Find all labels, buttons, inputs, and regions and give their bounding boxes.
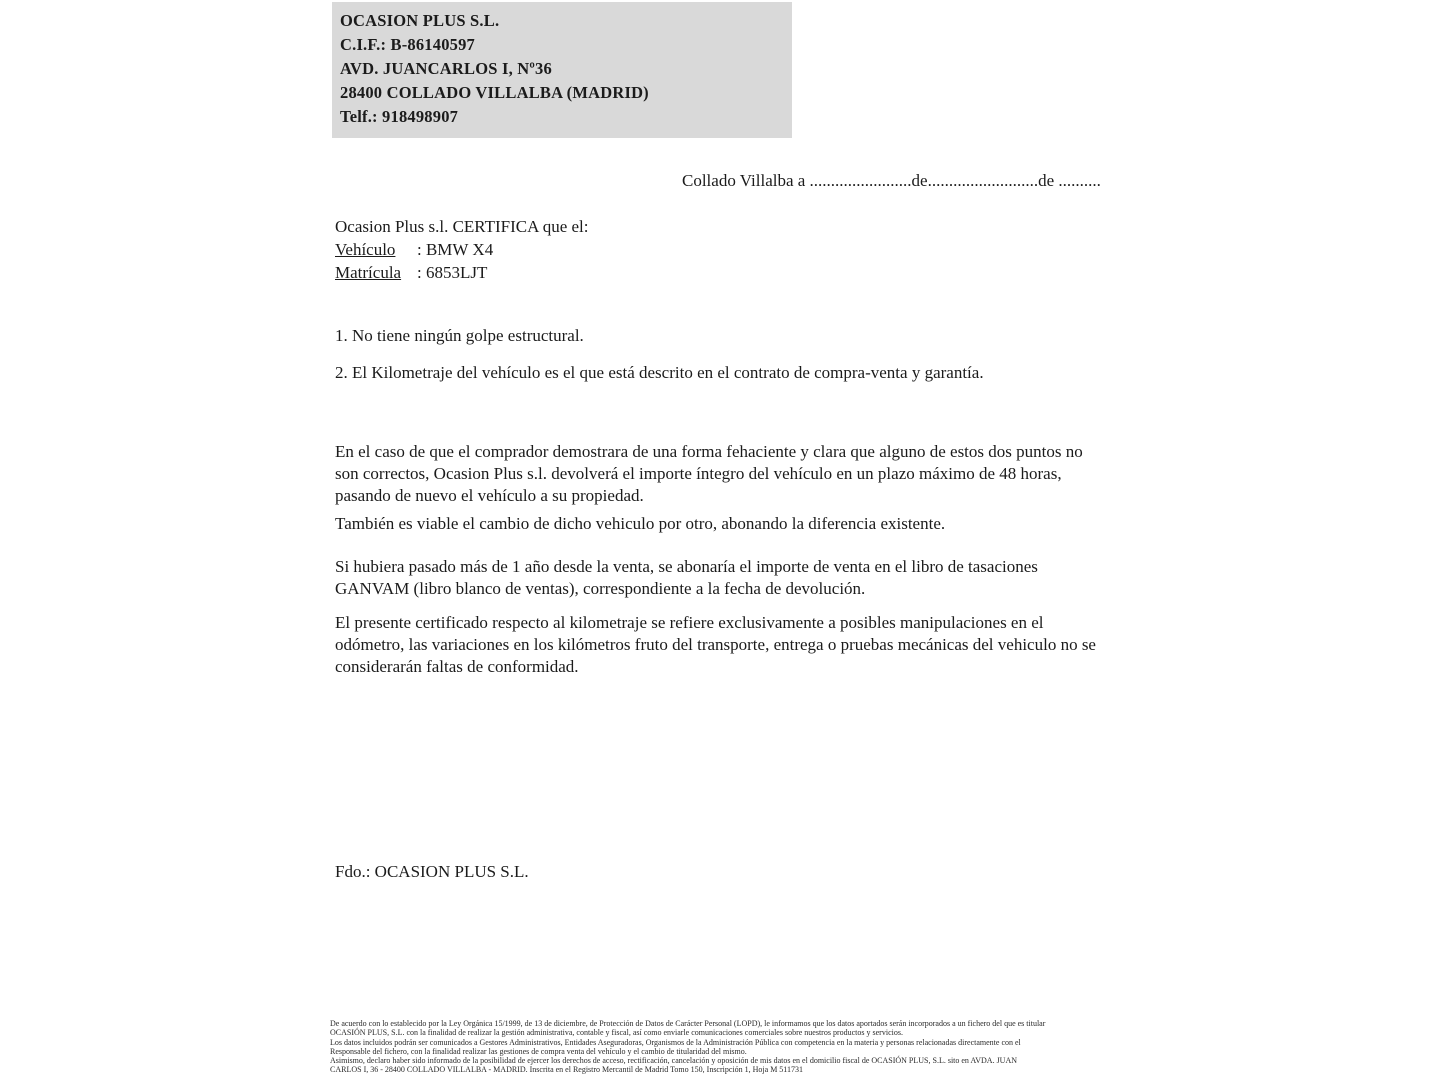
point-2: 2. El Kilometraje del vehículo es el que está descrito en el contrato de compra-venta y garantía. [335, 363, 984, 382]
vehicle-label: Vehículo [335, 240, 396, 259]
plate-value: : 6853LJT [417, 263, 488, 282]
plate-row [335, 263, 487, 283]
vehicle-row [335, 240, 493, 260]
company-address: AVD. JUANCARLOS I, Nº36 [340, 59, 552, 78]
paragraph-odometer: El presente certificado respecto al kilometraje se refiere exclusivamente a posibles manipulaciones en el odómetro, las variaciones en los kilómetros fruto del transporte, entrega o pruebas mecánicas del vehiculo no se considerarán faltas de conformidad. [335, 613, 1096, 676]
vehicle-value: : BMW X4 [417, 240, 494, 259]
legal-footer-line: OCASIÓN PLUS, S.L. con la finalidad de realizar la gestión administrativa, contable y fiscal, así como enviarle comunicaciones comerciales sobre nuestros productos y servicios. [330, 1028, 903, 1038]
paragraph-ganvam: Si hubiera pasado más de 1 año desde la venta, se abonaría el importe de venta en el libro de tasaciones GANVAM (libro blanco de ventas), correspondiente a la fecha de devolución. [335, 557, 1038, 598]
point-1: 1. No tiene ningún golpe estructural. [335, 326, 584, 345]
company-cif: C.I.F.: B-86140597 [340, 35, 475, 54]
legal-footer-line: De acuerdo con lo establecido por la Ley Orgánica 15/1999, de 13 de diciembre, de Protección de Datos de Carácter Personal (LOPD), le informamos que los datos aportados serán incorporados a un fichero del que es titular [330, 1019, 1046, 1028]
signature-line: Fdo.: OCASION PLUS S.L. [335, 862, 529, 881]
legal-footer [330, 1019, 1120, 1075]
legal-footer-line: Asimismo, declaro haber sido informado de la posibilidad de ejercer los derechos de acceso, rectificación, cancelación y oposición de mis datos en el domicilio fiscal de OCASIÓN PLUS, S.L. sito en AVDA. JUAN [330, 1056, 1018, 1066]
certify-intro: Ocasion Plus s.l. CERTIFICA que el: [335, 217, 589, 236]
legal-footer-line: CARLOS I, 36 - 28400 COLLADO VILLALBA - MADRID. Inscrita en el Registro Mercantil de Madrid Tomo 150, Inscripción 1, Hoja M 511731 [330, 1065, 804, 1075]
legal-footer-line: Responsable del fichero, con la finalidad realizar las gestiones de compra venta del vehículo y el cambio de titularidad del mismo. [330, 1046, 747, 1056]
company-phone: Telf.: 918498907 [340, 107, 459, 126]
legal-footer-line: Los datos incluidos podrán ser comunicados a Gestores Administrativos, Entidades Aseguradoras, Organismos de la Administración Pública con competencia en la materia y personas relacionadas directamente con el [330, 1037, 1021, 1047]
paragraph-exchange: También es viable el cambio de dicho vehiculo por otro, abonando la diferencia existente. [335, 514, 946, 533]
date-line: Collado Villalba a ........................de..........................de .......... [682, 171, 1101, 190]
company-name: OCASION PLUS S.L. [340, 11, 500, 30]
company-city: 28400 COLLADO VILLALBA (MADRID) [340, 83, 649, 102]
paragraph-refund: En el caso de que el comprador demostrara de una forma fehaciente y clara que alguno de estos dos puntos no son correctos, Ocasion Plus s.l. devolverá el importe íntegro del vehículo en un plazo máximo de 48 horas, pasando de nuevo el vehículo a su propiedad. [335, 442, 1083, 505]
company-header-block [332, 2, 792, 138]
plate-label: Matrícula [335, 263, 402, 282]
